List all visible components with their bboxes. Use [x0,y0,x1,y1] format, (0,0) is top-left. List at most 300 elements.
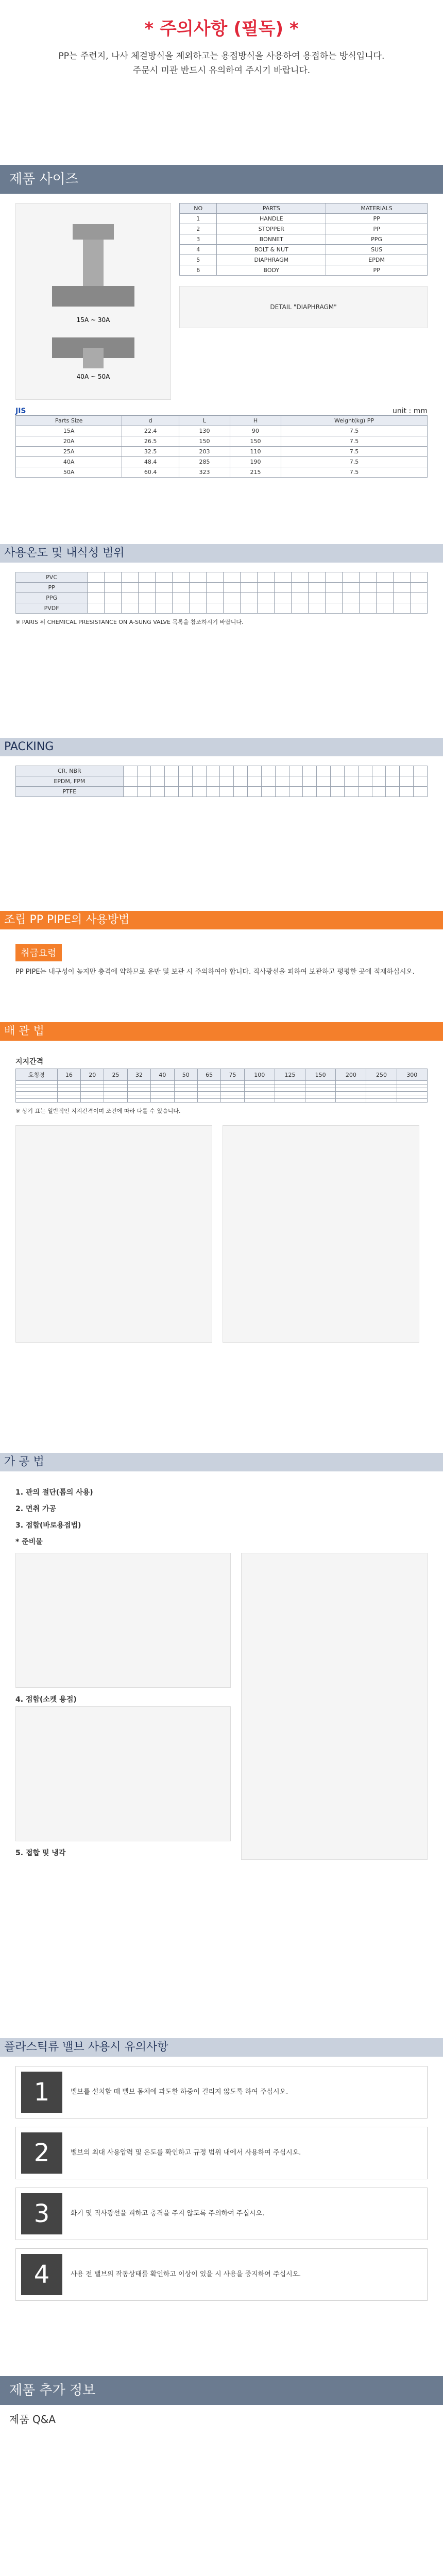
packing-cell [358,776,372,787]
process-step5: 5. 접합 및 냉각 [15,1849,66,1857]
temp-cell [105,572,122,583]
support-cell [221,1099,244,1103]
temp-cell [393,593,410,603]
dim-cell: 130 [179,426,230,436]
support-header: 40 [151,1069,174,1081]
process-step3: 3. 접합(바로용접법) [15,1521,81,1530]
temp-cell [224,583,241,593]
support-cell [127,1084,150,1088]
packing-cell [386,766,400,776]
dim-cell: 60.4 [122,467,179,478]
support-cell [305,1095,336,1099]
packing-row [16,787,428,797]
support-cell [197,1092,220,1095]
dim-cell: 22.4 [122,426,179,436]
temp-cell [393,603,410,614]
support-cell [197,1084,220,1088]
support-cell [221,1095,244,1099]
packing-cell [317,776,331,787]
temp-cell [88,583,105,593]
packing-cell [234,766,248,776]
packing-table [15,766,428,797]
packing-row [16,766,428,776]
dim-cell: 7.5 [281,426,427,436]
packing-cell [400,776,414,787]
temp-cell [275,603,292,614]
caution-list [15,2066,428,2301]
temp-cell [173,572,190,583]
process-step4: 4. 접합(소켓 용접) [15,1696,77,1704]
notice-title: * 주의사항 (필독) * [144,19,299,39]
dim-row [16,457,428,467]
packing-cell [179,766,193,776]
dim-header: Parts Size [16,416,122,426]
packing-cell [261,766,275,776]
temp-material: PP [16,583,88,593]
packing-cell [386,787,400,797]
packing-cell [331,787,345,797]
support-cell [275,1092,305,1095]
caution-section-title: 플라스틱류 밸브 사용시 유의사항 [0,2038,443,2057]
support-cell [16,1099,58,1103]
temp-cell [173,593,190,603]
packing-cell [151,766,165,776]
dim-row [16,447,428,457]
dim-cell: 26.5 [122,436,179,447]
packing-cell [303,776,317,787]
temp-cell [139,593,156,603]
support-cell [174,1088,197,1092]
support-cell [151,1095,174,1099]
packing-row [16,776,428,787]
packing-cell [414,787,428,797]
support-cell [151,1099,174,1103]
dim-cell: 215 [230,467,281,478]
support-cell [16,1095,58,1099]
support-cell [197,1095,220,1099]
dim-row [16,426,428,436]
dim-cell: 20A [16,436,122,447]
temp-cell [207,593,224,603]
packing-cell [206,787,220,797]
temp-cell [376,572,393,583]
pipe-section-title: 조립 PP PIPE의 사용방법 [0,911,443,929]
dim-row [16,467,428,478]
support-cell [174,1081,197,1084]
dim-cell: 7.5 [281,467,427,478]
temp-material: PPG [16,593,88,603]
piping-subtitle: 지지간격 [15,1058,44,1066]
packing-cell [234,787,248,797]
caution-text: 화기 및 직사광선을 피하고 충격을 주지 않도록 주의하여 주십시오. [71,2210,265,2217]
temp-cell [173,583,190,593]
support-cell [104,1081,127,1084]
support-cell [104,1092,127,1095]
support-cell [221,1088,244,1092]
support-note: ※ 상기 표는 일반적인 지지간격이며 조건에 따라 다를 수 있습니다. [15,1108,181,1114]
extra-section-bar: 제품 추가 정보 [0,2376,443,2405]
temp-row [16,572,428,583]
process-prep: * 준비물 [15,1538,43,1546]
support-header: 150 [305,1069,336,1081]
qa-label[interactable]: 제품 Q&A [9,2413,56,2426]
caution-item [15,2127,428,2179]
support-header: 50 [174,1069,197,1081]
support-cell [305,1088,336,1092]
packing-cell [400,766,414,776]
support-cell [81,1081,104,1084]
dim-cell: 25A [16,447,122,457]
caution-text: 밸브를 설치할 때 밸브 몸체에 과도한 하중이 걸리지 않도록 하여 주십시오. [71,2088,288,2096]
dimension-table [15,415,428,478]
packing-cell [206,766,220,776]
support-cell [275,1099,305,1103]
packing-cell [137,776,151,787]
caution-number: 2 [21,2132,62,2174]
temp-cell [275,572,292,583]
temp-cell [105,583,122,593]
temp-cell [139,583,156,593]
temp-cell [325,603,342,614]
support-cell [336,1088,366,1092]
temp-cell [342,603,359,614]
temp-cell [122,583,139,593]
size-content [0,194,443,544]
temp-cell [224,572,241,583]
temp-cell [410,572,427,583]
packing-cell [220,787,234,797]
temp-cell [275,583,292,593]
support-cell [57,1088,80,1092]
support-cell [221,1092,244,1095]
temp-cell [325,583,342,593]
support-cell [104,1084,127,1088]
packing-cell [179,787,193,797]
temp-cell [308,603,325,614]
temp-cell [122,593,139,603]
support-cell [151,1088,174,1092]
support-cell [366,1084,397,1088]
temp-row [16,593,428,603]
temp-cell [376,593,393,603]
temp-cell [122,603,139,614]
temp-row [16,583,428,593]
support-cell [197,1099,220,1103]
support-cell [244,1099,275,1103]
temp-cell [105,603,122,614]
support-cell [197,1088,220,1092]
packing-cell [192,787,206,797]
dim-header: H [230,416,281,426]
temp-table [15,572,428,614]
temp-cell [207,603,224,614]
piping-content [0,1041,443,1453]
support-cell [305,1092,336,1095]
support-cell [336,1099,366,1103]
packing-cell [220,776,234,787]
support-row [16,1084,428,1088]
dim-cell: 15A [16,426,122,436]
support-cell [336,1095,366,1099]
temp-cell [308,593,325,603]
support-cell [244,1084,275,1088]
support-cell [104,1088,127,1092]
temp-cell [359,583,376,593]
support-cell [397,1099,427,1103]
support-cell [81,1095,104,1099]
temp-cell [291,593,308,603]
dim-header: L [179,416,230,426]
support-figure-left [15,1125,212,1343]
packing-cell [165,766,179,776]
packing-cell [234,776,248,787]
packing-cell [303,787,317,797]
support-header: 25 [104,1069,127,1081]
temp-cell [88,593,105,603]
temp-cell [275,593,292,603]
support-figure-right [223,1125,419,1343]
support-cell [57,1081,80,1084]
packing-section-title: PACKING [0,738,443,756]
dim-cell: 7.5 [281,436,427,447]
packing-cell [372,766,386,776]
packing-cell [331,766,345,776]
process-section-title: 가 공 법 [0,1453,443,1471]
support-cell [16,1081,58,1084]
support-cell [16,1092,58,1095]
support-cell [244,1081,275,1084]
support-cell [127,1092,150,1095]
support-cell [151,1092,174,1095]
packing-cell [331,776,345,787]
packing-cell [317,766,331,776]
support-cell [366,1092,397,1095]
packing-cell [317,787,331,797]
pipe-subtitle: 취급요령 [15,944,62,961]
temp-content [0,563,443,738]
support-header: 100 [244,1069,275,1081]
support-cell [244,1092,275,1095]
packing-cell [358,787,372,797]
support-cell [366,1088,397,1092]
valve-drawing-svg [31,214,155,389]
support-cell [81,1084,104,1088]
caption-large: 40A ~ 50A [76,373,110,380]
support-cell [366,1099,397,1103]
piping-section-title: 배 관 법 [0,1022,443,1041]
dim-cell: 50A [16,467,122,478]
temp-cell [258,593,275,603]
dim-cell: 7.5 [281,447,427,457]
temp-cell [88,603,105,614]
dim-cell: 190 [230,457,281,467]
support-cell [127,1088,150,1092]
dim-header: Weight(kg) PP [281,416,427,426]
packing-content [0,756,443,911]
packing-cell [275,776,289,787]
packing-cell [123,766,137,776]
temp-cell [207,583,224,593]
temp-cell [156,603,173,614]
packing-cell [123,787,137,797]
support-header: 16 [57,1069,80,1081]
temp-section-title: 사용온도 및 내식성 범위 [0,544,443,563]
packing-cell [372,776,386,787]
temp-cell [224,593,241,603]
support-cell [275,1084,305,1088]
temp-cell [156,583,173,593]
pipe-content [0,929,443,1022]
notice-line2: 주문시 미관 반드시 유의하여 주시기 바랍니다. [132,65,311,76]
temp-note: ※ PARIS 위 CHEMICAL PRESISTANCE ON A-SUNG VALVE 목록을 참조하시기 바랍니다. [15,619,244,625]
parts-table: NO PARTS MATERIALS 1 HANDLE PP 2 STOPPER PP 3 BONNET PPG 4 BOLT & NUT SUS 5 DIAPHRAGM EPDM 6 BODY PP [179,203,428,276]
temp-cell [291,583,308,593]
support-table [15,1069,428,1103]
support-cell [397,1081,427,1084]
dim-cell: 32.5 [122,447,179,457]
temp-cell [393,583,410,593]
dim-cell: 203 [179,447,230,457]
support-cell [57,1092,80,1095]
support-cell [81,1088,104,1092]
detail-caption: DETAIL "DIAPHRAGM" [270,303,337,311]
process-figure-1 [15,1553,231,1688]
packing-cell [248,787,262,797]
support-cell [366,1095,397,1099]
support-cell [397,1095,427,1099]
temp-cell [410,603,427,614]
caution-text: 밸브의 최대 사용압력 및 온도를 확인하고 규정 범위 내에서 사용하여 주십시오. [71,2149,301,2157]
temp-cell [376,583,393,593]
packing-material: PTFE [16,787,124,797]
temp-cell [291,572,308,583]
packing-cell [151,776,165,787]
packing-cell [248,776,262,787]
temp-cell [207,572,224,583]
temp-cell [190,572,207,583]
packing-cell [400,787,414,797]
temp-cell [190,603,207,614]
support-cell [81,1092,104,1095]
notice-line1: PP는 주련지, 나사 체결방식을 제외하고는 용접방식을 사용하여 용접하는 방식입니다. [58,51,385,61]
packing-cell [344,766,358,776]
temp-cell [156,572,173,583]
support-cell [197,1081,220,1084]
packing-cell [344,776,358,787]
support-cell [244,1088,275,1092]
support-cell [221,1081,244,1084]
packing-cell [137,787,151,797]
support-cell [57,1084,80,1088]
packing-cell [414,776,428,787]
support-header: 250 [366,1069,397,1081]
support-header: 300 [397,1069,427,1081]
packing-cell [151,787,165,797]
caption-small: 15A ~ 30A [76,316,110,324]
temp-cell [325,593,342,603]
support-cell [336,1084,366,1088]
support-row [16,1092,428,1095]
temp-cell [376,603,393,614]
packing-cell [192,776,206,787]
support-cell [305,1084,336,1088]
dim-cell: 40A [16,457,122,467]
support-cell [397,1092,427,1095]
temp-cell [342,572,359,583]
support-header: 125 [275,1069,305,1081]
parts-col-title: PARTS [217,204,326,214]
detail-figure [179,286,428,328]
support-cell [174,1099,197,1103]
temp-cell [308,583,325,593]
support-cell [151,1084,174,1088]
support-cell [127,1081,150,1084]
temp-cell [342,583,359,593]
support-header: 20 [81,1069,104,1081]
caution-item [15,2248,428,2301]
dim-unit: unit : mm [392,407,428,415]
dim-cell: 7.5 [281,457,427,467]
support-cell [305,1099,336,1103]
packing-cell [137,766,151,776]
support-cell [151,1081,174,1084]
temp-cell [308,572,325,583]
temp-cell [410,593,427,603]
support-cell [305,1081,336,1084]
packing-cell [372,787,386,797]
support-cell [336,1092,366,1095]
caution-text: 사용 전 밸브의 작동상태를 확인하고 이상이 있을 시 사용을 중지하여 주십시오. [71,2270,301,2278]
temp-cell [393,572,410,583]
support-row [16,1099,428,1103]
temp-cell [342,593,359,603]
dim-title: JIS [15,407,26,415]
temp-cell [173,603,190,614]
packing-cell [289,766,303,776]
caution-content [0,2057,443,2376]
support-cell [104,1099,127,1103]
temp-cell [88,572,105,583]
support-row [16,1088,428,1092]
temp-cell [122,572,139,583]
temp-cell [291,603,308,614]
support-row [16,1095,428,1099]
packing-cell [261,787,275,797]
dim-header: d [122,416,179,426]
packing-cell [165,776,179,787]
support-header: 32 [127,1069,150,1081]
support-cell [275,1088,305,1092]
dim-cell: 285 [179,457,230,467]
temp-cell [139,572,156,583]
caution-item [15,2066,428,2119]
support-cell [174,1095,197,1099]
process-content [0,1471,443,2038]
size-section-bar: 제품 사이즈 [0,165,443,194]
support-cell [81,1099,104,1103]
materials-col-title: MATERIALS [326,204,428,214]
support-cell [397,1088,427,1092]
temp-cell [241,593,258,603]
temp-cell [156,593,173,603]
packing-cell [414,766,428,776]
temp-cell [410,583,427,593]
caution-number: 3 [21,2193,62,2234]
temp-cell [105,593,122,603]
support-cell [127,1095,150,1099]
support-cell [221,1084,244,1088]
support-cell [244,1095,275,1099]
